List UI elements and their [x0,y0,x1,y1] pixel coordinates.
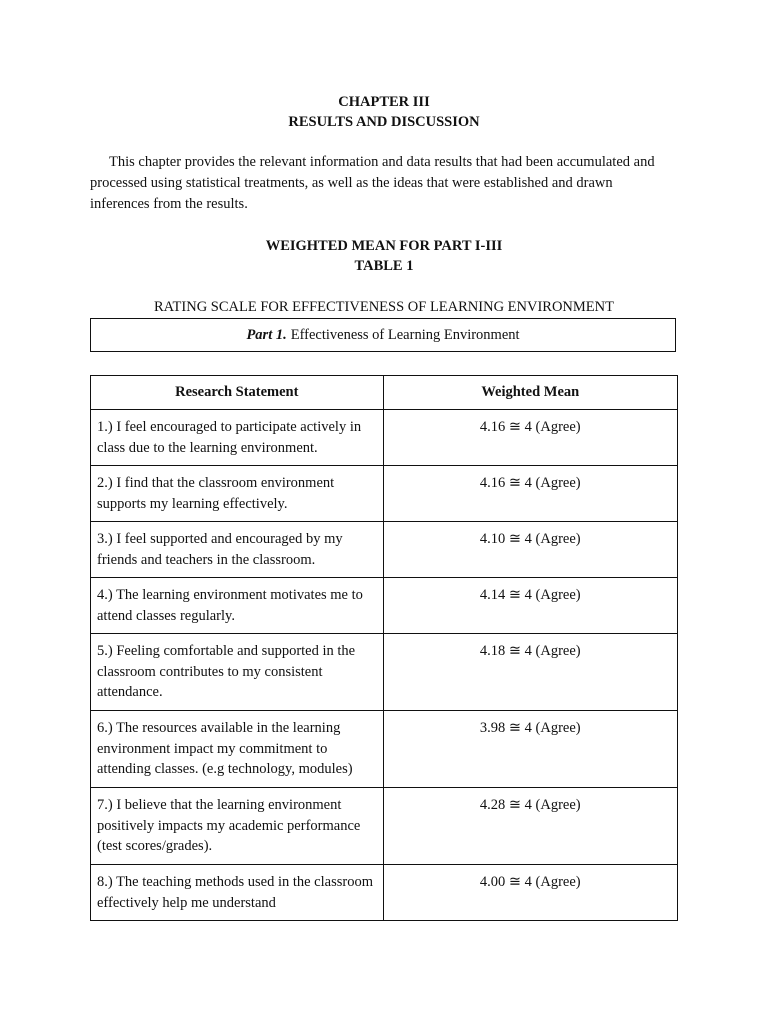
column-header-statement: Research Statement [91,376,384,410]
part-label: Part 1. [246,326,287,343]
table-row [91,578,678,634]
table-header-row [91,376,678,410]
table-row [91,410,678,466]
statement-cell: 5.) Feeling comfortable and supported in the classroom contributes to my consistent attendance. [91,634,384,711]
mean-cell: 4.18 ≅ 4 (Agree) [383,634,677,711]
table-row [91,634,678,711]
table-row [91,466,678,522]
table-row [91,788,678,865]
part-box [90,318,676,352]
table-row [91,711,678,788]
mean-cell: 4.28 ≅ 4 (Agree) [383,788,677,865]
statement-cell: 3.) I feel supported and encouraged by my friends and teachers in the classroom. [91,522,384,578]
statement-cell: 6.) The resources available in the learning environment impact my commitment to attending classes. (e.g technology, modules) [91,711,384,788]
chapter-heading: CHAPTER III [338,94,430,110]
mean-cell: 3.98 ≅ 4 (Agree) [383,711,677,788]
section-title: WEIGHTED MEAN FOR PART I-III [265,238,503,254]
mean-cell: 4.14 ≅ 4 (Agree) [383,578,677,634]
statement-cell: 1.) I feel encouraged to participate actively in class due to the learning environment. [91,410,384,466]
rating-scale-caption: RATING SCALE FOR EFFECTIVENESS OF LEARNING ENVIRONMENT [154,299,614,315]
part-text: Effectiveness of Learning Environment [290,326,520,343]
statement-cell: 4.) The learning environment motivates me to attend classes regularly. [91,578,384,634]
mean-cell: 4.16 ≅ 4 (Agree) [383,466,677,522]
statement-cell: 7.) I believe that the learning environment positively impacts my academic performance (test scores/grades). [91,788,384,865]
table-label: TABLE 1 [354,258,414,274]
intro-line: inferences from the results. [90,196,248,212]
mean-cell: 4.10 ≅ 4 (Agree) [383,522,677,578]
intro-paragraph [90,152,686,215]
intro-line: processed using statistical treatments, as well as the ideas that were established and drawn [90,175,613,191]
table-row [91,522,678,578]
statement-cell: 8.) The teaching methods used in the classroom effectively help me understand [91,865,384,921]
mean-cell: 4.00 ≅ 4 (Agree) [383,865,677,921]
intro-line: This chapter provides the relevant information and data results that had been accumulated and [109,154,655,170]
chapter-subtitle: RESULTS AND DISCUSSION [288,114,480,130]
statement-cell: 2.) I find that the classroom environment supports my learning effectively. [91,466,384,522]
table-row [91,865,678,921]
mean-cell: 4.16 ≅ 4 (Agree) [383,410,677,466]
results-table [90,375,678,921]
column-header-weighted-mean: Weighted Mean [383,376,677,410]
